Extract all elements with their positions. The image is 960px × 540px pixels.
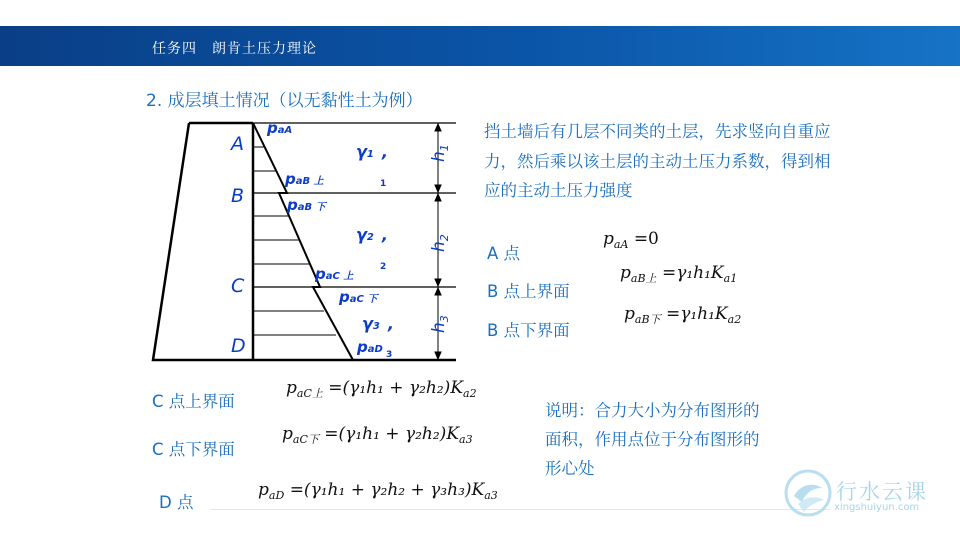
phi-1-label: 1 <box>380 179 387 189</box>
formula-pa-b-upper: $p_{aB上} =\gamma_1h_1K_{a1}$ <box>620 263 738 285</box>
page-title: 任务四 朗肯土压力理论 <box>152 41 317 57</box>
footer-divider <box>210 509 830 510</box>
formula-pa-a: $p_{aA} =0$ <box>603 229 659 251</box>
point-c-label: C <box>231 275 245 297</box>
label-b-lower: B 点下界面 <box>487 321 570 340</box>
height-3-label: $h_3$ <box>429 315 451 333</box>
label-c-lower: C 点下界面 <box>152 440 235 459</box>
point-a-label: A <box>231 133 244 155</box>
formula-pa-c-upper: $p_{aC上} =(\gamma_1h_1 + \gamma_2h_2)K_{a2}$ <box>286 378 477 400</box>
logo-url: xingshuiyun.com <box>834 502 920 513</box>
logo-name: 行水云课 <box>836 480 928 504</box>
height-1-label: $h_1$ <box>429 144 451 162</box>
pressure-label-pa-b-upper: paB 上 <box>285 170 324 188</box>
point-b-label: B <box>231 185 245 207</box>
point-d-label: D <box>231 335 246 357</box>
pressure-distribution <box>253 123 353 360</box>
phi-2-label: 2 <box>380 262 387 272</box>
formula-pa-d: $p_{aD} =(\gamma_1h_1 + \gamma_2h_2 + \gamma_3h_3)K_{a3}$ <box>258 480 498 502</box>
retaining-wall-outline <box>153 123 456 360</box>
label-d-point: D 点 <box>159 493 194 512</box>
formula-pa-b-lower: $p_{aB下} =\gamma_1h_1K_{a2}$ <box>624 304 742 326</box>
description-text: 挡土墙后有几层不同类的土层，先求竖向自重应力，然后乘以该土层的主动土压力系数，得到相应的主动土压力强度 <box>484 122 831 200</box>
pressure-label-pa-d-extra: 3 <box>386 350 393 360</box>
section-title: 2. 成层填土情况（以无黏性土为例） <box>146 91 423 111</box>
height-2-label: $h_2$ <box>429 234 451 252</box>
gamma-1-label: γ1 , <box>356 142 388 161</box>
formula-pa-c-lower: $p_{aC下} =(\gamma_1h_1 + \gamma_2h_2)K_{a3}$ <box>282 424 473 446</box>
gamma-3-label: γ3 , <box>362 314 394 333</box>
pressure-label-pa-c-lower: paC 下 <box>339 288 378 306</box>
pressure-label-pa-c-upper: paC 上 <box>315 265 354 283</box>
label-a-point: A 点 <box>487 244 521 263</box>
explanation-note: 说明：合力大小为分布图形的面积，作用点位于分布图形的形心处 <box>545 401 760 478</box>
pressure-label-pa-a: paA <box>267 119 293 137</box>
label-b-upper: B 点上界面 <box>487 282 570 301</box>
pressure-label-pa-b-lower: paB 下 <box>287 196 326 214</box>
gamma-2-label: γ2 , <box>356 225 388 244</box>
label-c-upper: C 点上界面 <box>152 392 235 411</box>
pressure-label-pa-d: paD <box>357 338 383 356</box>
